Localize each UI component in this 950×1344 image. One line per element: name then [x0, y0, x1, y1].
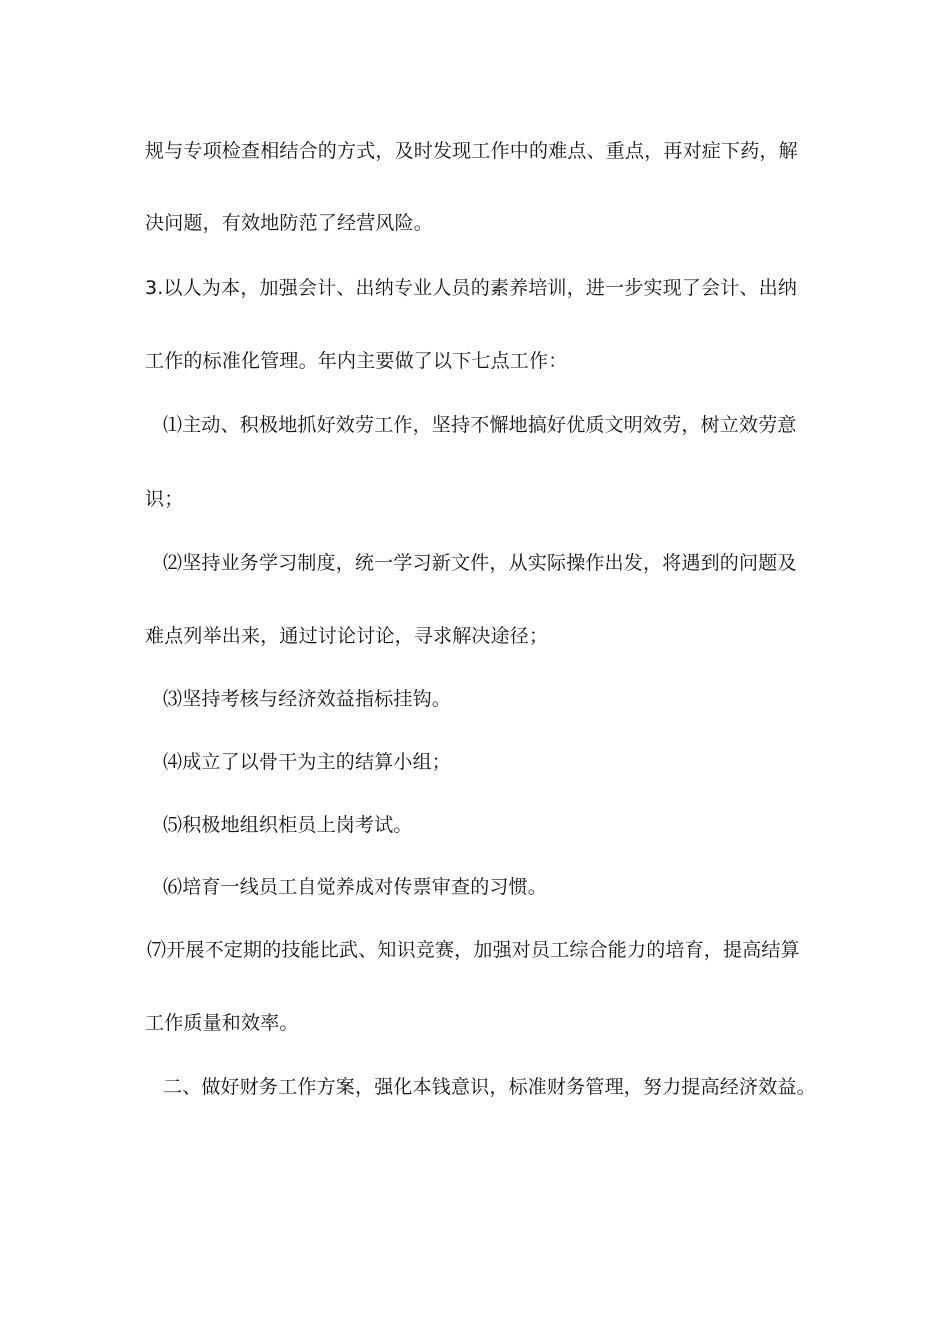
- paragraph-line: 难点列举出来，通过讨论讨论，寻求解决途径；: [145, 625, 549, 647]
- paragraph-line: 工作质量和效率。: [145, 1012, 299, 1034]
- list-item-2: ⑵坚持业务学习制度，统一学习新文件，从实际操作出发，将遇到的问题及: [163, 552, 797, 574]
- list-item-5: ⑸积极地组织柜员上岗考试。: [163, 814, 413, 836]
- list-item-3: ⑶坚持考核与经济效益指标挂钩。: [163, 688, 452, 710]
- list-item-4: ⑷成立了以骨干为主的结算小组；: [163, 751, 452, 773]
- paragraph-line: 决问题，有效地防范了经营风险。: [145, 212, 434, 234]
- list-item-7: ⑺开展不定期的技能比武、知识竞赛，加强对员工综合能力的培育，提高结算: [147, 939, 800, 961]
- paragraph-line: 工作的标准化管理。年内主要做了以下七点工作：: [145, 350, 568, 372]
- list-item-6: ⑹培育一线员工自觉养成对传票审查的习惯。: [163, 876, 548, 898]
- paragraph-line: 3.以人为本，加强会计、出纳专业人员的素养培训，进一步实现了会计、出纳: [145, 277, 798, 299]
- paragraph-line: 规与专项检查相结合的方式，及时发现工作中的难点、重点，再对症下药，解: [145, 140, 798, 162]
- list-item-1: ⑴主动、积极地抓好效劳工作，坚持不懈地搞好优质文明效劳，树立效劳意: [163, 414, 797, 436]
- section-heading: 二、做好财务工作方案，强化本钱意识，标准财务管理，努力提高经济效益。: [163, 1076, 816, 1098]
- paragraph-line: 识；: [145, 488, 184, 510]
